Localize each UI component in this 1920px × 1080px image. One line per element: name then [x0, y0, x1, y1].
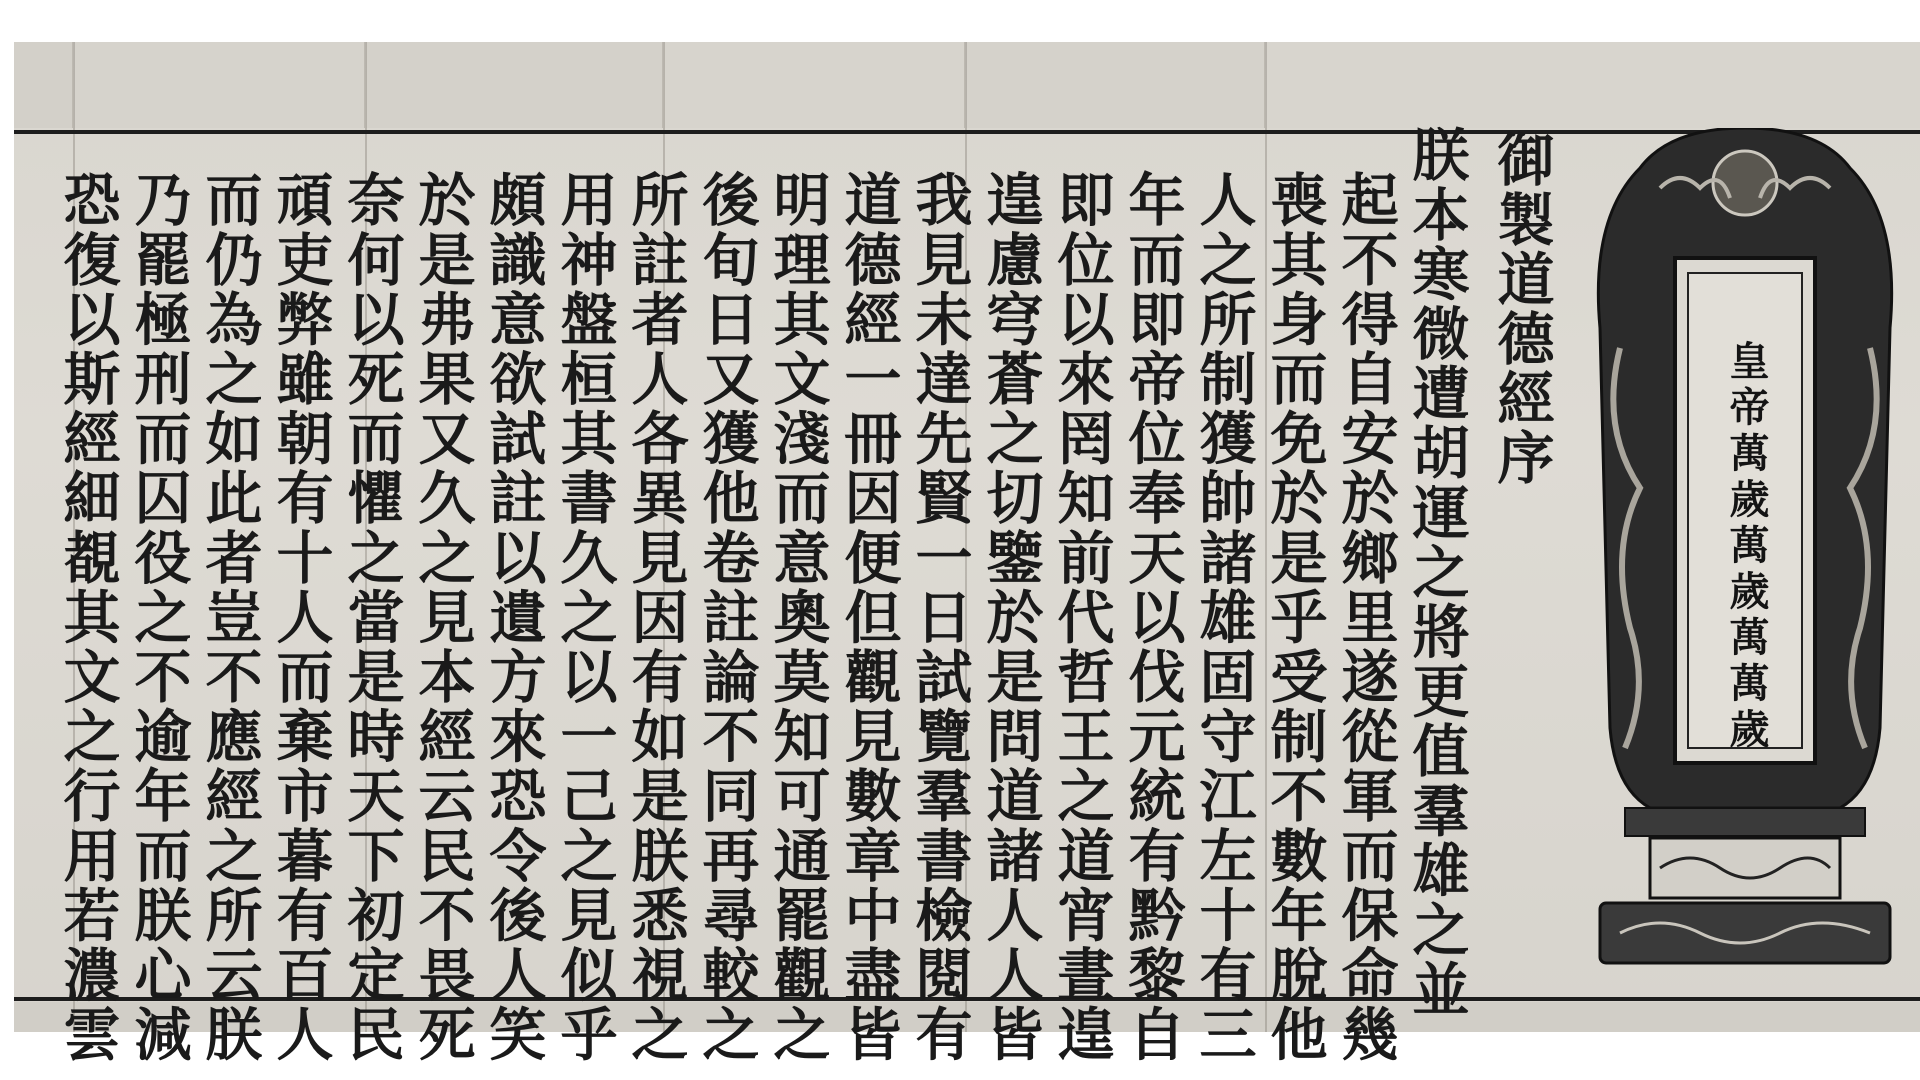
text-column: 乃罷極刑而囚役之不逾年而朕心減	[125, 170, 192, 1064]
leaf-margin	[14, 42, 73, 128]
leaf-margin	[366, 42, 663, 128]
plaque-base-top	[1625, 808, 1865, 836]
text-column: 奈何以死而懼之當是時天下初定民	[338, 170, 405, 1064]
text-column: 恐復以斯經細覩其文之行用若濃雲	[54, 170, 121, 1064]
text-column: 所註者人各異見因有如是朕悉視之	[622, 170, 689, 1064]
text-column: 即位以來罔知前代哲王之道宵晝遑	[1048, 170, 1115, 1064]
plaque-base-bottom	[1600, 903, 1890, 963]
text-column: 朕本寒微遭胡運之將更值羣雄之並	[1403, 125, 1470, 1019]
text-column: 頑吏弊雖朝有十人而棄市暮有百人	[267, 170, 334, 1064]
text-column: 而仍為之如此者豈不應經之所云朕	[196, 170, 263, 1064]
preface-title: 御製道德經序	[1488, 130, 1555, 488]
plaque-base-mid	[1650, 838, 1840, 898]
text-column: 後旬日又獲他卷註論不同再尋較之	[693, 170, 760, 1064]
text-column: 起不得自安於鄉里遂從軍而保命幾	[1332, 170, 1399, 1064]
text-column: 用神盤桓其書久之以一己之見似乎	[551, 170, 618, 1064]
text-column: 人之所制獲帥諸雄固守江左十有三	[1190, 170, 1257, 1064]
text-column: 於是弗果又久之見本經云民不畏死	[409, 170, 476, 1064]
leaf-margin	[966, 42, 1265, 128]
text-column: 頗識意欲試註以遺方來恐令後人笑	[480, 170, 547, 1064]
text-column: 遑慮穹蒼之切鑒於是問道諸人人皆	[977, 170, 1044, 1064]
plaque-inscription: 皇帝萬歲萬歲萬萬歲	[1723, 340, 1770, 754]
text-column: 年而即帝位奉天以伐元統有黔黎自	[1119, 170, 1186, 1064]
leaf-margin	[664, 42, 965, 128]
text-column: 明理其文淺而意奧莫知可通罷觀之	[764, 170, 831, 1064]
text-column: 喪其身而免於是乎受制不數年脫他	[1261, 170, 1328, 1064]
leaf-margin	[1266, 42, 1920, 128]
text-column: 道德經一冊因便但觀見數章中盡皆	[835, 170, 902, 1064]
text-column: 我見未達先賢一日試覽羣書檢閱有	[906, 170, 973, 1064]
leaf-margin	[74, 42, 365, 128]
